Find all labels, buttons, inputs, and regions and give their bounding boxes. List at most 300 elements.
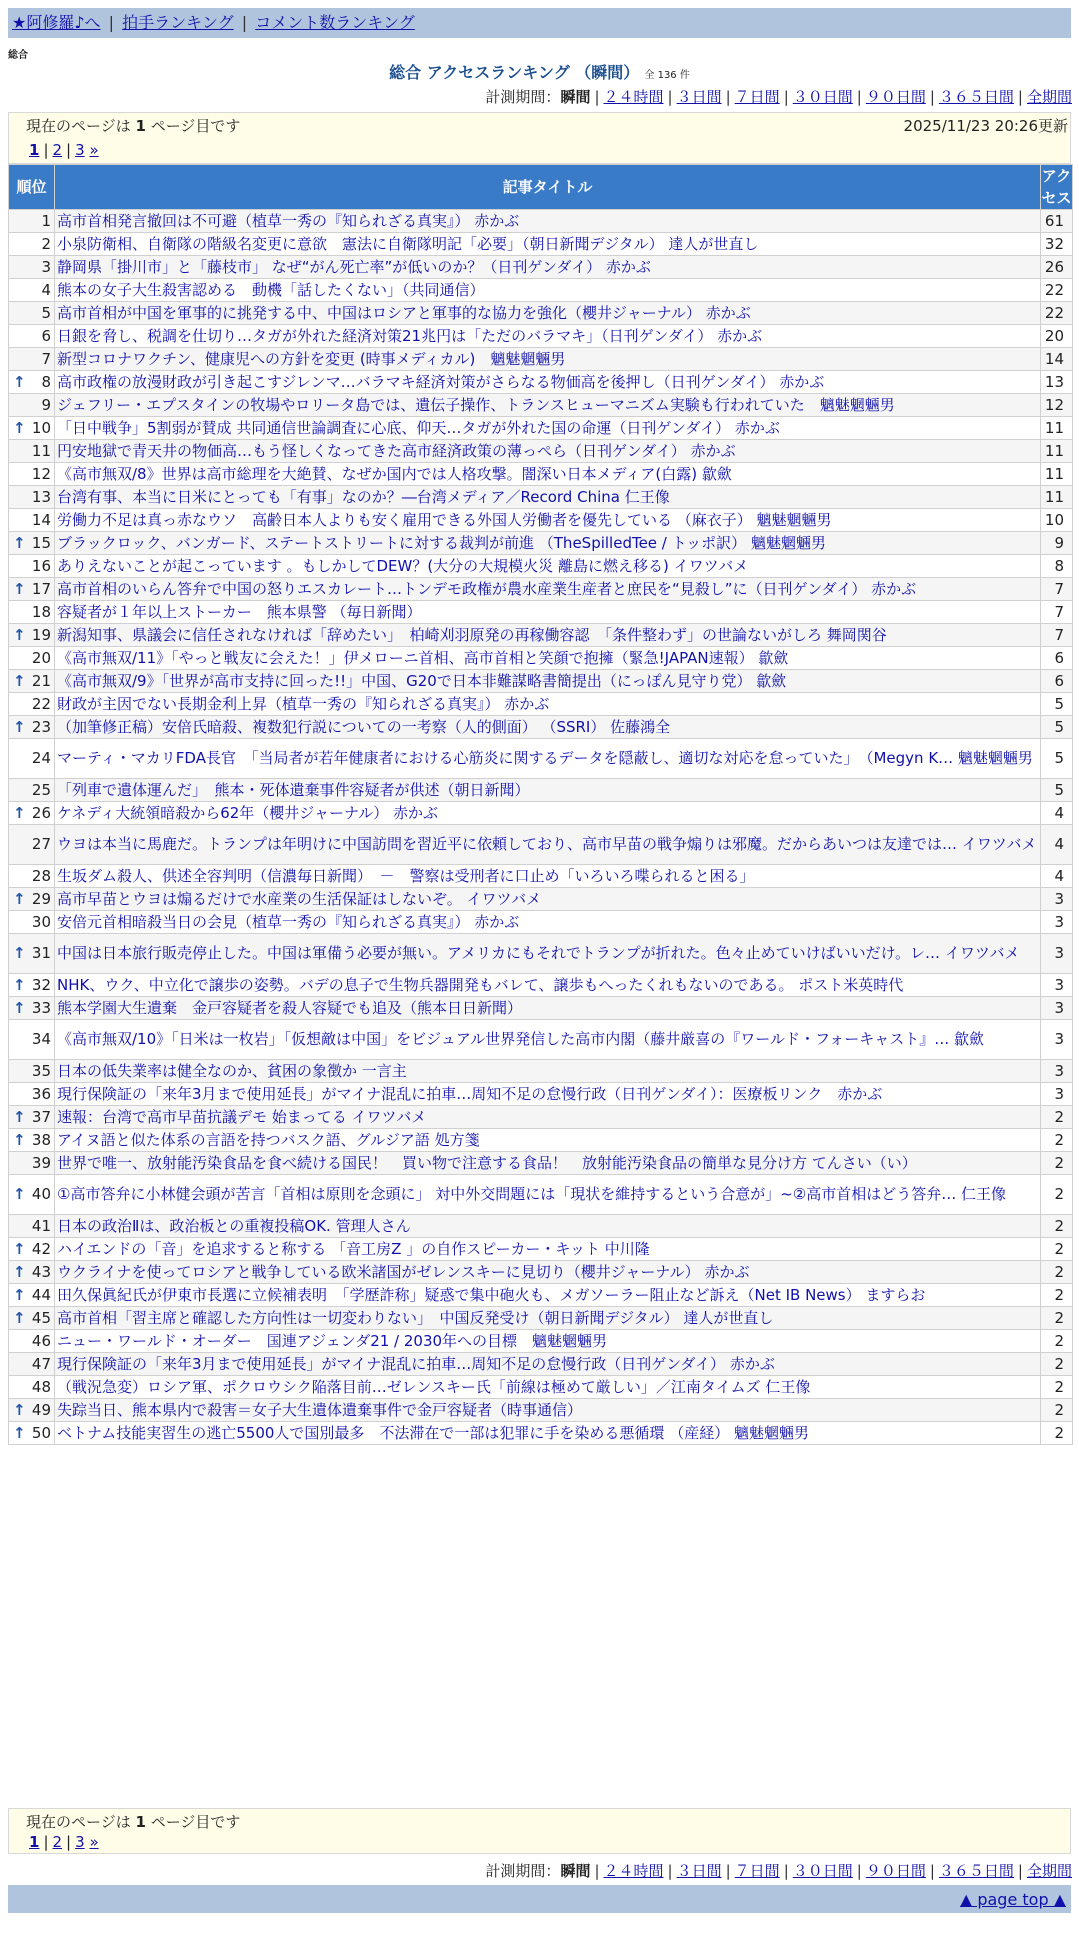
rank-number: 34: [31, 1030, 51, 1048]
next-page-link[interactable]: »: [89, 141, 99, 159]
period-link[interactable]: ３０日間: [792, 88, 853, 106]
rank-number: 47: [31, 1354, 51, 1373]
access-count: 5: [1041, 716, 1073, 739]
table-row: [9, 1261, 1073, 1284]
period-separator: |: [783, 88, 789, 106]
rank-number: 19: [31, 625, 51, 644]
table-row: [9, 888, 1073, 911]
title-cell: [55, 440, 1041, 463]
access-count: 2: [1041, 1238, 1073, 1261]
rank-cell: [9, 693, 55, 716]
article-title-link[interactable]: 「日中戦争」5割弱が賛成 共同通信世論調査に心底、仰天…タガが外れた国の命運（日刊ゲンダイ） 赤かぶ: [57, 418, 780, 437]
article-title-link[interactable]: （加筆修正稿）安倍氏暗殺、複数犯行説についての一考察（人的側面） （SSRI） 佐藤鴻全: [57, 717, 671, 736]
title-cell: [55, 601, 1041, 624]
table-row: [9, 716, 1073, 739]
rank-number: 27: [31, 835, 51, 853]
table-row: [9, 1422, 1073, 1445]
rank-number: 10: [31, 418, 51, 437]
rank-number: 1: [41, 211, 51, 230]
access-count: 2: [1041, 1261, 1073, 1284]
title-cell: [55, 1215, 1041, 1238]
rank-cell: [9, 1399, 55, 1422]
period-link[interactable]: ３６５日間: [938, 88, 1014, 106]
rank-up-icon: ↑: [13, 1400, 26, 1419]
rank-number: 9: [41, 395, 51, 414]
article-title-link[interactable]: アイヌ語と似た体系の言語を持つバスク語、グルジア語 処方箋: [57, 1130, 480, 1149]
rank-number: 5: [41, 303, 51, 322]
title-cell: [55, 670, 1041, 693]
title-cell: [55, 1376, 1041, 1399]
article-title-link[interactable]: 安倍元首相暗殺当日の会見（植草一秀の『知られざる真実』） 赤かぶ: [57, 912, 520, 931]
page-info-top: [8, 112, 1071, 164]
table-row: [9, 440, 1073, 463]
table-row: [9, 647, 1073, 670]
ranking-table: [8, 164, 1073, 1445]
header-title: 記事タイトル: [55, 165, 1041, 210]
article-title-link[interactable]: 「列車で遺体運んだ」 熊本・死体遺棄事件容疑者が供述（朝日新聞）: [57, 780, 530, 799]
access-count: 2: [1041, 1330, 1073, 1353]
rank-cell: [9, 1307, 55, 1330]
access-count: 4: [1041, 802, 1073, 825]
access-count: 11: [1041, 440, 1073, 463]
rank-cell: [9, 802, 55, 825]
rank-up-icon: ↑: [13, 717, 26, 736]
rank-up-icon: ↑: [13, 975, 26, 994]
title-cell: [55, 348, 1041, 371]
table-row: [9, 348, 1073, 371]
page-top-link[interactable]: ▲ page top ▲: [959, 1890, 1066, 1909]
title-cell: [55, 1175, 1041, 1215]
rank-cell: [9, 302, 55, 325]
rank-number: 16: [31, 556, 51, 575]
next-page-link[interactable]: »: [89, 1833, 99, 1851]
page-info-bottom: [8, 1808, 1071, 1854]
access-count: 6: [1041, 670, 1073, 693]
access-count: 4: [1041, 825, 1073, 865]
access-count: 11: [1041, 486, 1073, 509]
access-count: 2: [1041, 1399, 1073, 1422]
article-title-link[interactable]: 日銀を脅し、税調を仕切り…タガが外れた経済対策21兆円は「ただのバラマキ」（日刊ゲンダイ） 赤かぶ: [57, 326, 763, 345]
rank-number: 31: [31, 944, 51, 962]
access-count: 61: [1041, 210, 1073, 233]
table-row: [9, 486, 1073, 509]
table-row: [9, 624, 1073, 647]
title-cell: [55, 1152, 1041, 1175]
rank-cell: [9, 1261, 55, 1284]
title-cell: [55, 1106, 1041, 1129]
rank-number: 48: [31, 1377, 51, 1396]
title-cell: [55, 371, 1041, 394]
rank-cell: [9, 865, 55, 888]
table-row: [9, 1353, 1073, 1376]
table-row: [9, 601, 1073, 624]
access-count: 14: [1041, 348, 1073, 371]
rank-up-icon: ↑: [13, 579, 26, 598]
access-count: 10: [1041, 509, 1073, 532]
article-title-link[interactable]: （戦況急変）ロシア軍、ポクロウシク陥落目前…ゼレンスキー氏「前線は極めて厳しい」／江南タイムズ 仁王像: [57, 1377, 811, 1396]
rank-cell: [9, 934, 55, 974]
rank-cell: [9, 210, 55, 233]
rank-up-icon: ↑: [13, 944, 26, 962]
article-title-link[interactable]: NHK、ウク、中立化で譲歩の姿勢。バデの息子で生物兵器開発もバレて、譲歩もへったくれもないのである。 ポスト米英時代: [57, 975, 904, 994]
rank-cell: [9, 670, 55, 693]
rank-cell: [9, 417, 55, 440]
period-current: 瞬間: [560, 1862, 591, 1880]
table-row: [9, 1152, 1073, 1175]
title-cell: [55, 509, 1041, 532]
article-title-link[interactable]: 高市首相発言撤回は不可避（植草一秀の『知られざる真実』） 赤かぶ: [57, 211, 520, 230]
rank-number: 49: [31, 1400, 51, 1419]
access-count: 8: [1041, 555, 1073, 578]
title-cell: [55, 417, 1041, 440]
page-link[interactable]: 1: [29, 141, 40, 159]
access-count: 9: [1041, 532, 1073, 555]
rank-cell: [9, 532, 55, 555]
title-cell: [55, 739, 1041, 779]
rank-cell: [9, 555, 55, 578]
rank-cell: [9, 1020, 55, 1060]
access-count: 26: [1041, 256, 1073, 279]
article-title-link[interactable]: 日本の政治Ⅱは、政治板との重複投稿OK. 管理人さん: [57, 1216, 411, 1235]
rank-cell: [9, 739, 55, 779]
footer-bar: [8, 1885, 1071, 1913]
header-access: アクセス: [1041, 165, 1073, 210]
article-title-link[interactable]: 高市政権の放漫財政が引き起こすジレンマ…バラマキ経済対策がさらなる物価高を後押し（日刊ゲンダイ） 赤かぶ: [57, 372, 825, 391]
period-current: 瞬間: [560, 88, 591, 106]
period-link[interactable]: ９０日間: [865, 1862, 926, 1880]
title-cell: [55, 1261, 1041, 1284]
title-cell: [55, 1238, 1041, 1261]
title-cell: [55, 647, 1041, 670]
page-link[interactable]: 3: [75, 1833, 85, 1851]
page-link[interactable]: 2: [52, 1833, 63, 1851]
period-separator: |: [1017, 88, 1023, 106]
article-title-link[interactable]: 熊本学園大生遺棄 金戸容疑者を殺人容疑でも追及（熊本日日新聞）: [57, 998, 523, 1017]
period-link[interactable]: 全期間: [1026, 88, 1072, 106]
table-row: [9, 509, 1073, 532]
period-link[interactable]: ２４時間: [603, 1862, 664, 1880]
article-title-link[interactable]: 《高市無双/11》「やっと戦友に会えた！」伊メローニ首相、高市首相と笑顔で抱擁（緊急!JAPAN速報） 歙歛: [57, 648, 789, 667]
rank-number: 37: [31, 1107, 51, 1126]
comment-ranking-link[interactable]: コメント数ランキング: [255, 13, 415, 32]
title-cell: [55, 1083, 1041, 1106]
article-title-link[interactable]: 失踪当日、熊本県内で殺害＝女子大生遺体遺棄事件で金戸容疑者（時事通信）: [57, 1400, 583, 1419]
access-count: 7: [1041, 601, 1073, 624]
ranking-count: 全 136 件: [644, 70, 690, 81]
period-link[interactable]: ７日間: [734, 88, 780, 106]
access-count: 11: [1041, 417, 1073, 440]
access-count: 3: [1041, 934, 1073, 974]
title-cell: [55, 1284, 1041, 1307]
rank-up-icon: ↑: [13, 1107, 26, 1126]
article-title-link[interactable]: 財政が主因でない長期金利上昇（植草一秀の『知られざる真実』） 赤かぶ: [57, 694, 550, 713]
rank-number: 3: [41, 257, 51, 276]
period-separator: |: [929, 1862, 935, 1880]
rank-cell: [9, 779, 55, 802]
table-row: [9, 463, 1073, 486]
article-title-link[interactable]: ニュー・ワールド・オーダー 国連アジェンダ21 / 2030年への目標 魑魅魍魎男: [57, 1331, 608, 1350]
title-cell: [55, 555, 1041, 578]
table-row: [9, 1106, 1073, 1129]
period-separator: |: [856, 88, 862, 106]
access-count: 2: [1041, 1175, 1073, 1215]
access-count: 2: [1041, 1307, 1073, 1330]
rank-number: 30: [31, 912, 51, 931]
period-link[interactable]: ９０日間: [865, 88, 926, 106]
rank-number: 38: [31, 1130, 51, 1149]
rank-cell: [9, 1215, 55, 1238]
rank-number: 28: [31, 866, 51, 885]
article-title-link[interactable]: ①高市答弁に小林健会頭が苦言「首相は原則を念頭に」 対中外交問題には「現状を維持するという合意が」~②高市首相はどう答弁… 仁王像: [57, 1185, 1007, 1203]
period-separator: |: [783, 1862, 789, 1880]
rank-cell: [9, 1422, 55, 1445]
article-title-link[interactable]: 世界で唯一、放射能汚染食品を食べ続ける国民！ 買い物で注意する食品！ 放射能汚染食品の簡単な見分け方 てんさい（い）: [57, 1153, 917, 1172]
table-row: [9, 302, 1073, 325]
period-link[interactable]: ３０日間: [792, 1862, 853, 1880]
rank-cell: [9, 325, 55, 348]
title-cell: [55, 1353, 1041, 1376]
rank-number: 8: [41, 372, 51, 391]
table-row: [9, 1060, 1073, 1083]
current-page-number: 1: [135, 1813, 146, 1831]
article-title-link[interactable]: 生坂ダム殺人、供述全容判明（信濃毎日新聞） － 警察は受刑者に口止め「いろいろ喋られると困る」: [57, 866, 755, 885]
article-title-link[interactable]: 高市首相が中国を軍事的に挑発する中、中国はロシアと軍事的な協力を強化（櫻井ジャーナル） 赤かぶ: [57, 303, 751, 322]
rank-up-icon: ↑: [13, 533, 26, 552]
table-row: [9, 394, 1073, 417]
article-title-link[interactable]: 高市早苗とウヨは煽るだけで水産業の生活保証はしないぞ。 イワツバメ: [57, 889, 542, 908]
table-row: [9, 555, 1073, 578]
rank-number: 17: [31, 579, 51, 598]
title-cell: [55, 394, 1041, 417]
rank-number: 42: [31, 1239, 51, 1258]
access-count: 2: [1041, 1152, 1073, 1175]
rank-number: 11: [31, 441, 51, 460]
article-title-link[interactable]: ジェフリー・エプスタインの牧場やロリータ島では、遺伝子操作、トランスヒューマニズム実験も行われていた 魑魅魍魎男: [57, 395, 895, 414]
access-count: 2: [1041, 1422, 1073, 1445]
period-link[interactable]: ７日間: [734, 1862, 780, 1880]
table-row: [9, 1376, 1073, 1399]
table-header-row: [9, 165, 1073, 210]
rank-number: 35: [31, 1061, 51, 1080]
rank-number: 39: [31, 1153, 51, 1172]
rank-number: 2: [41, 234, 51, 253]
access-count: 5: [1041, 739, 1073, 779]
rank-cell: [9, 440, 55, 463]
article-title-link[interactable]: 新型コロナワクチン、健康児への方針を変更 (時事メディカル) 魑魅魍魎男: [57, 349, 566, 368]
title-cell: [55, 888, 1041, 911]
period-link[interactable]: ３６５日間: [938, 1862, 1014, 1880]
article-title-link[interactable]: 新潟知事、県議会に信任されなければ「辞めたい」 柏崎刈羽原発の再稼働容認 「条件整わず」の世論ないがしろ 舞岡関谷: [57, 625, 887, 644]
current-page-number: 1: [135, 117, 146, 135]
period-separator: |: [667, 88, 673, 106]
rank-up-icon: ↑: [13, 998, 26, 1017]
table-row: [9, 1083, 1073, 1106]
title-cell: [55, 532, 1041, 555]
table-row: [9, 865, 1073, 888]
header-rank: 順位: [9, 165, 55, 210]
rank-number: 25: [31, 780, 51, 799]
access-count: 13: [1041, 371, 1073, 394]
rank-up-icon: ↑: [13, 372, 26, 391]
rank-number: 21: [31, 671, 51, 690]
rank-cell: [9, 1129, 55, 1152]
title-cell: [55, 463, 1041, 486]
access-count: 3: [1041, 1060, 1073, 1083]
access-count: 2: [1041, 1376, 1073, 1399]
section-label: 総合: [8, 50, 28, 61]
period-link[interactable]: ３日間: [676, 88, 722, 106]
article-title-link[interactable]: マーティ・マカリFDA長官 「当局者が若年健康者における心筋炎に関するデータを隠蔽し、適切な対応を怠っていた」 （Megyn K… 魑魅魍魎男: [57, 749, 1033, 767]
access-count: 12: [1041, 394, 1073, 417]
current-page-text: 現在のページは 1 ページ目です: [26, 1813, 241, 1831]
rank-cell: [9, 624, 55, 647]
rank-cell: [9, 1353, 55, 1376]
rank-cell: [9, 1060, 55, 1083]
page-link[interactable]: 3: [75, 141, 85, 159]
article-title-link[interactable]: 熊本の女子大生殺害認める 動機「話したくない」（共同通信）: [57, 280, 485, 299]
rank-number: 26: [31, 803, 51, 822]
pagination-top: [29, 139, 99, 161]
title-cell: [55, 997, 1041, 1020]
rank-number: 29: [31, 889, 51, 908]
rank-cell: [9, 348, 55, 371]
period-link[interactable]: 全期間: [1026, 1862, 1072, 1880]
rank-cell: [9, 1238, 55, 1261]
table-row: [9, 911, 1073, 934]
article-title-link[interactable]: ブラックロック、バンガード、ステートストリートに対する裁判が前進 （TheSpilledTee / トッポ訳） 魑魅魍魎男: [57, 533, 826, 552]
access-count: 5: [1041, 779, 1073, 802]
table-row: [9, 256, 1073, 279]
rank-cell: [9, 1152, 55, 1175]
home-link[interactable]: ★阿修羅♪へ: [12, 13, 101, 32]
access-count: 7: [1041, 578, 1073, 601]
title-cell: [55, 486, 1041, 509]
rank-cell: [9, 911, 55, 934]
access-count: 5: [1041, 693, 1073, 716]
article-title-link[interactable]: ベトナム技能実習生の逃亡5500人で国別最多 不法滞在で一部は犯罪に手を染める悪循環 （産経） 魑魅魍魎男: [57, 1423, 809, 1442]
article-title-link[interactable]: ありえないことが起こっています 。もしかしてDEW？(大分の大規模火災 離島に燃え移る) イワツバメ: [57, 556, 749, 575]
rank-number: 50: [31, 1423, 51, 1442]
article-title-link[interactable]: ケネディ大統領暗殺から62年（櫻井ジャーナル） 赤かぶ: [57, 803, 439, 822]
rank-number: 33: [31, 998, 51, 1017]
article-title-link[interactable]: 現行保険証の「来年3月まで使用延長」がマイナ混乱に拍車…周知不足の怠慢行政（日刊ゲンダイ）：医療板リンク 赤かぶ: [57, 1084, 883, 1103]
access-count: 3: [1041, 997, 1073, 1020]
period-label: 計測期間：: [485, 88, 561, 106]
rank-number: 7: [41, 349, 51, 368]
access-count: 3: [1041, 1020, 1073, 1060]
period-link[interactable]: ２４時間: [603, 88, 664, 106]
access-count: 2: [1041, 1353, 1073, 1376]
rank-cell: [9, 279, 55, 302]
table-row: [9, 739, 1073, 779]
rank-number: 18: [31, 602, 51, 621]
article-title-link[interactable]: 高市首相「習主席と確認した方向性は一切変わりない」 中国反発受け（朝日新聞デジタル） 達人が世直し: [57, 1308, 774, 1327]
article-title-link[interactable]: 《高市無双/9》「世界が高市支持に回った!!」中国、G20で日本非難謀略書簡提出（にっぽん見守り党） 歙歛: [57, 671, 787, 690]
title-cell: [55, 1129, 1041, 1152]
rank-number: 41: [31, 1216, 51, 1235]
table-row: [9, 210, 1073, 233]
title-cell: [55, 802, 1041, 825]
access-count: 2: [1041, 1106, 1073, 1129]
article-title-link[interactable]: ウヨは本当に馬鹿だ。トランプは年明けに中国訪問を習近平に依頼しており、高市早苗の戦争煽りは邪魔。だからあいつは友達では… イワツバメ: [57, 835, 1037, 853]
period-separator: |: [594, 1862, 600, 1880]
ranking-title: [0, 62, 1079, 87]
page-link[interactable]: 2: [52, 141, 63, 159]
article-title-link[interactable]: 円安地獄で青天井の物価高…もう怪しくなってきた高市経済政策の薄っぺら（日刊ゲンダイ） 赤かぶ: [57, 441, 736, 460]
article-title-link[interactable]: 小泉防衛相、自衛隊の階級名変更に意欲 憲法に自衛隊明記「必要」（朝日新聞デジタル） 達人が世直し: [57, 234, 759, 253]
article-title-link[interactable]: 台湾有事、本当に日米にとっても「有事」なのか？―台湾メディア／Record China 仁王像: [57, 487, 670, 506]
rank-number: 36: [31, 1084, 51, 1103]
rank-cell: [9, 647, 55, 670]
rank-up-icon: ↑: [13, 1423, 26, 1442]
rank-number: 46: [31, 1331, 51, 1350]
article-title-link[interactable]: 現行保険証の「来年3月まで使用延長」がマイナ混乱に拍車…周知不足の怠慢行政（日刊ゲンダイ） 赤かぶ: [57, 1354, 775, 1373]
article-title-link[interactable]: ハイエンドの「音」を追求すると称する 「音工房Z 」の自作スピーカー・キット 中川隆: [57, 1239, 650, 1258]
table-row: [9, 1238, 1073, 1261]
ranking-table-body: [9, 210, 1073, 1445]
title-cell: [55, 825, 1041, 865]
article-title-link[interactable]: 中国は日本旅行販売停止した。中国は軍備う必要が無い。アメリカにもそれでトランプが折れた。色々止めていけばいいだけ。レ… イワツバメ: [57, 944, 1020, 962]
rank-cell: [9, 601, 55, 624]
page-separator: |: [43, 1833, 49, 1851]
access-count: 32: [1041, 233, 1073, 256]
title-cell: [55, 256, 1041, 279]
title-cell: [55, 578, 1041, 601]
title-cell: [55, 302, 1041, 325]
title-cell: [55, 1422, 1041, 1445]
rank-up-icon: ↑: [13, 1262, 26, 1281]
title-cell: [55, 233, 1041, 256]
access-count: 11: [1041, 463, 1073, 486]
article-title-link[interactable]: ウクライナを使ってロシアと戦争している欧米諸国がゼレンスキーに見切り（櫻井ジャーナル） 赤かぶ: [57, 1262, 750, 1281]
article-title-link[interactable]: 労働力不足は真っ赤なウソ 高齢日本人よりも安く雇用できる外国人労働者を優先している （麻衣子） 魑魅魍魎男: [57, 510, 832, 529]
article-title-link[interactable]: 日本の低失業率は健全なのか、貧困の象徴か 一言主: [57, 1061, 407, 1080]
table-row: [9, 825, 1073, 865]
access-count: 3: [1041, 974, 1073, 997]
rank-cell: [9, 1106, 55, 1129]
access-count: 22: [1041, 302, 1073, 325]
title-cell: [55, 865, 1041, 888]
article-title-link[interactable]: 田久保眞紀氏が伊東市長選に立候補表明 「学歴詐称」疑惑で集中砲火も、メガソーラー阻止など訴え（Net IB News） ますらお: [57, 1285, 926, 1304]
nav-separator: |: [241, 13, 248, 32]
article-title-link[interactable]: 《高市無双/8》世界は高市総理を大絶賛、なぜか国内では人格攻撃。闇深い日本メディア(白露) 歙歛: [57, 464, 732, 483]
article-title-link[interactable]: 高市首相のいらん答弁で中国の怒りエスカレート…トンデモ政権が農水産業生産者と庶民を“見殺し”に（日刊ゲンダイ） 赤かぶ: [57, 579, 917, 598]
rank-up-icon: ↑: [13, 889, 26, 908]
rank-number: 43: [31, 1262, 51, 1281]
article-title-link[interactable]: 静岡県「掛川市」と「藤枝市」 なぜ“がん死亡率”が低いのか？（日刊ゲンダイ） 赤かぶ: [57, 257, 651, 276]
access-count: 20: [1041, 325, 1073, 348]
rank-cell: [9, 256, 55, 279]
article-title-link[interactable]: 容疑者が１年以上ストーカー 熊本県警 （毎日新聞）: [57, 602, 422, 621]
rank-up-icon: ↑: [13, 625, 26, 644]
title-cell: [55, 1330, 1041, 1353]
applause-ranking-link[interactable]: 拍手ランキング: [122, 13, 234, 32]
rank-number: 24: [31, 749, 51, 767]
period-separator: |: [594, 88, 600, 106]
period-link[interactable]: ３日間: [676, 1862, 722, 1880]
table-row: [9, 1399, 1073, 1422]
table-row: [9, 578, 1073, 601]
rank-number: 4: [41, 280, 51, 299]
period-separator: |: [929, 88, 935, 106]
title-cell: [55, 693, 1041, 716]
title-cell: [55, 1020, 1041, 1060]
article-title-link[interactable]: 速報：台湾で高市早苗抗議デモ 始まってる イワツバメ: [57, 1107, 427, 1126]
page-link[interactable]: 1: [29, 1833, 40, 1851]
title-cell: [55, 1307, 1041, 1330]
article-title-link[interactable]: 《高市無双/10》「日米は一枚岩」「仮想敵は中国」をビジュアル世界発信した高市内閣（藤井厳喜の『ワールド・フォーキャスト』… 歙歛: [57, 1030, 984, 1048]
rank-number: 40: [31, 1185, 51, 1203]
